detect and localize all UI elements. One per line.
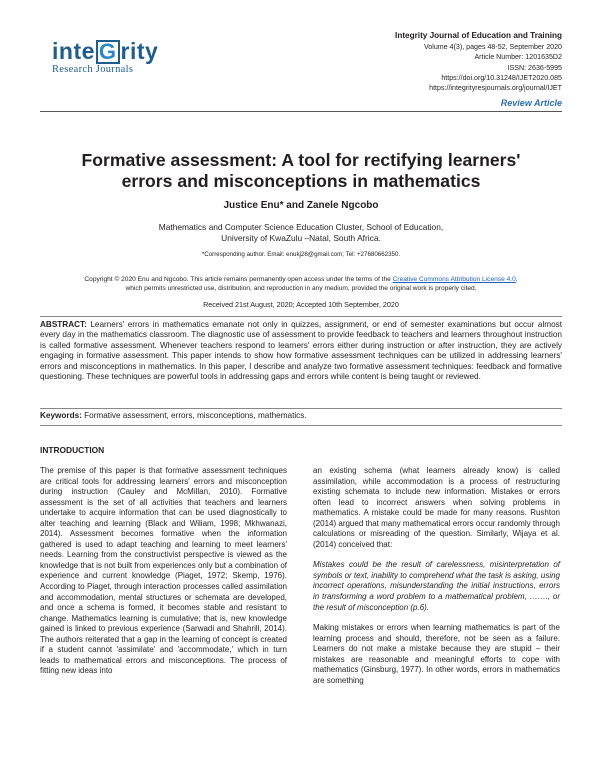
doi-link[interactable]: https://doi.org/10.31248/IJET2020.085 (441, 73, 562, 82)
journal-volume: Volume 4(3), pages 48-52, September 2020 (423, 43, 562, 51)
keywords-divider (40, 425, 562, 426)
logo-subtitle: Research Journals (52, 64, 134, 75)
right-column (313, 466, 560, 696)
article-type: Review Article (500, 98, 562, 108)
journal-logo (52, 38, 182, 75)
paper-title: Formative assessment: A tool for rectifying learners' errors and misconceptions in mathematics (81, 150, 521, 191)
issn: ISSN: 2636-5995 (507, 63, 562, 72)
corresponding-author: *Corresponding author. Email: enukj28@gmail.com; Tel: +27680662350. (201, 251, 401, 258)
received-accepted-dates: Received 21st August, 2020; Accepted 10th September, 2020 (203, 300, 399, 309)
article-number: Article Number: 1201635D2 (474, 53, 562, 62)
left-column (40, 466, 287, 687)
keywords: Keywords: Formative assessment, errors, misconceptions, mathematics. (40, 411, 307, 420)
affiliation: Mathematics and Computer Science Education Cluster, School of Education, University of KwaZulu –Natal, South Africa. (158, 222, 444, 243)
section-heading-introduction: INTRODUCTION (40, 445, 105, 455)
paragraph: Making mistakes or errors when learning mathematics is part of the learning process and should, therefore, not be seen as a failure. Learners do not make a mistake because they are stupid – their mistakes are reasonable and meaningful efforts to cope with mathematics (Ginsburg, 1977). In other words, errors in mathematics are something (313, 623, 560, 685)
abstract-bottom-divider (40, 408, 562, 409)
logo-wordmark: inte G rity (52, 38, 159, 64)
journal-url-link[interactable]: https://integrityresjournals.org/journal/IJET (429, 84, 562, 93)
paragraph: The premise of this paper is that formative assessment techniques are critical tools for addressing learners' errors and misconception during instruction (Cauley and McMillan, 2010). Formative assessment is the set of all activities that teachers and learners undertake to acquire information that can be used diagnostically to alter teaching and learning (Black and Wiliam, 1998; Mkhwanazi, 2014). Assessment becomes formative when the information gathered is used to adapt teaching and learning to meet learners' needs. Learning from the constructivist perspective is viewed as the knowledge that is not built from experiences only but a combination of experience and current knowledge (Piaget, 1972; Skemp, 1976). According to Piaget, through interaction processes called assimilation and accommodation, mental structures or schemata are developed, and once a schema is formed, it becomes stable and resistant to change. Mathematics learning is cumulative; that is, new knowledge gained is linked to previous experience (Sarwadi and Shahrill, 2014). The authors reiterated that a gap in the learning of concept is created if a student cannot 'assimilate' and 'accommodate,' which in turn leads to mathematical errors and misconceptions. The process of fitting new ideas into (40, 466, 287, 676)
header-divider (40, 111, 562, 112)
paragraph: an existing schema (what learners already know) is called assimilation, while accommodation is a process of restructuring existing schemata to include new information. Mistakes or errors often lead to incorrect answers when solving problems in mathematics. A mistake could be made for many reasons. Rushton (2014) argued that many mathematical errors occur randomly through calculations or misreading of the question. Similarly, Wijaya et al. (2014) conceived that: (313, 466, 560, 549)
authors: Justice Enu* and Zanele Ngcobo (223, 200, 379, 211)
abstract: ABSTRACT: Learners' errors in mathematics emanate not only in quizzes, assignment, or end of semester examinations but occur almost every day in the mathematics classroom. The diagnostic use of assessment to provide feedback to teachers and learners throughout instruction is called formative assessment. Whenever teachers respond to learners' errors either during instruction or after instruction, they are actively engaging in formative assessment. This paper intends to show how formative assessment techniques can be utilized in addressing learners' errors and misconceptions in mathematics. In this paper, I describe and analyze two formative assessment techniques: feedback and formative questioning. These techniques are powerful tools in addressing gaps and errors while content is being taught or reviewed. (40, 320, 562, 382)
journal-info (395, 30, 562, 93)
license-link[interactable]: Creative Commons Attribution License 4.0 (392, 276, 516, 283)
block-quote: Mistakes could be the result of carelessness, misinterpretation of symbols or text, inability to comprehend what the task is asking, using incorrect operations, misunderstanding the initial instructions, errors in transforming a word problem to a mathematical problem, ……., or the result of misconception (p.6). (313, 560, 560, 612)
copyright-notice: Copyright © 2020 Enu and Ngcobo. This article remains permanently open access under the terms of the Creative Commons Attribution License 4.0, which permits unrestricted use, distribution, and reproduction in any medium, provided the original work is properly cited. (84, 276, 518, 292)
abstract-top-divider (40, 316, 562, 317)
journal-title: Integrity Journal of Education and Training (395, 31, 562, 40)
